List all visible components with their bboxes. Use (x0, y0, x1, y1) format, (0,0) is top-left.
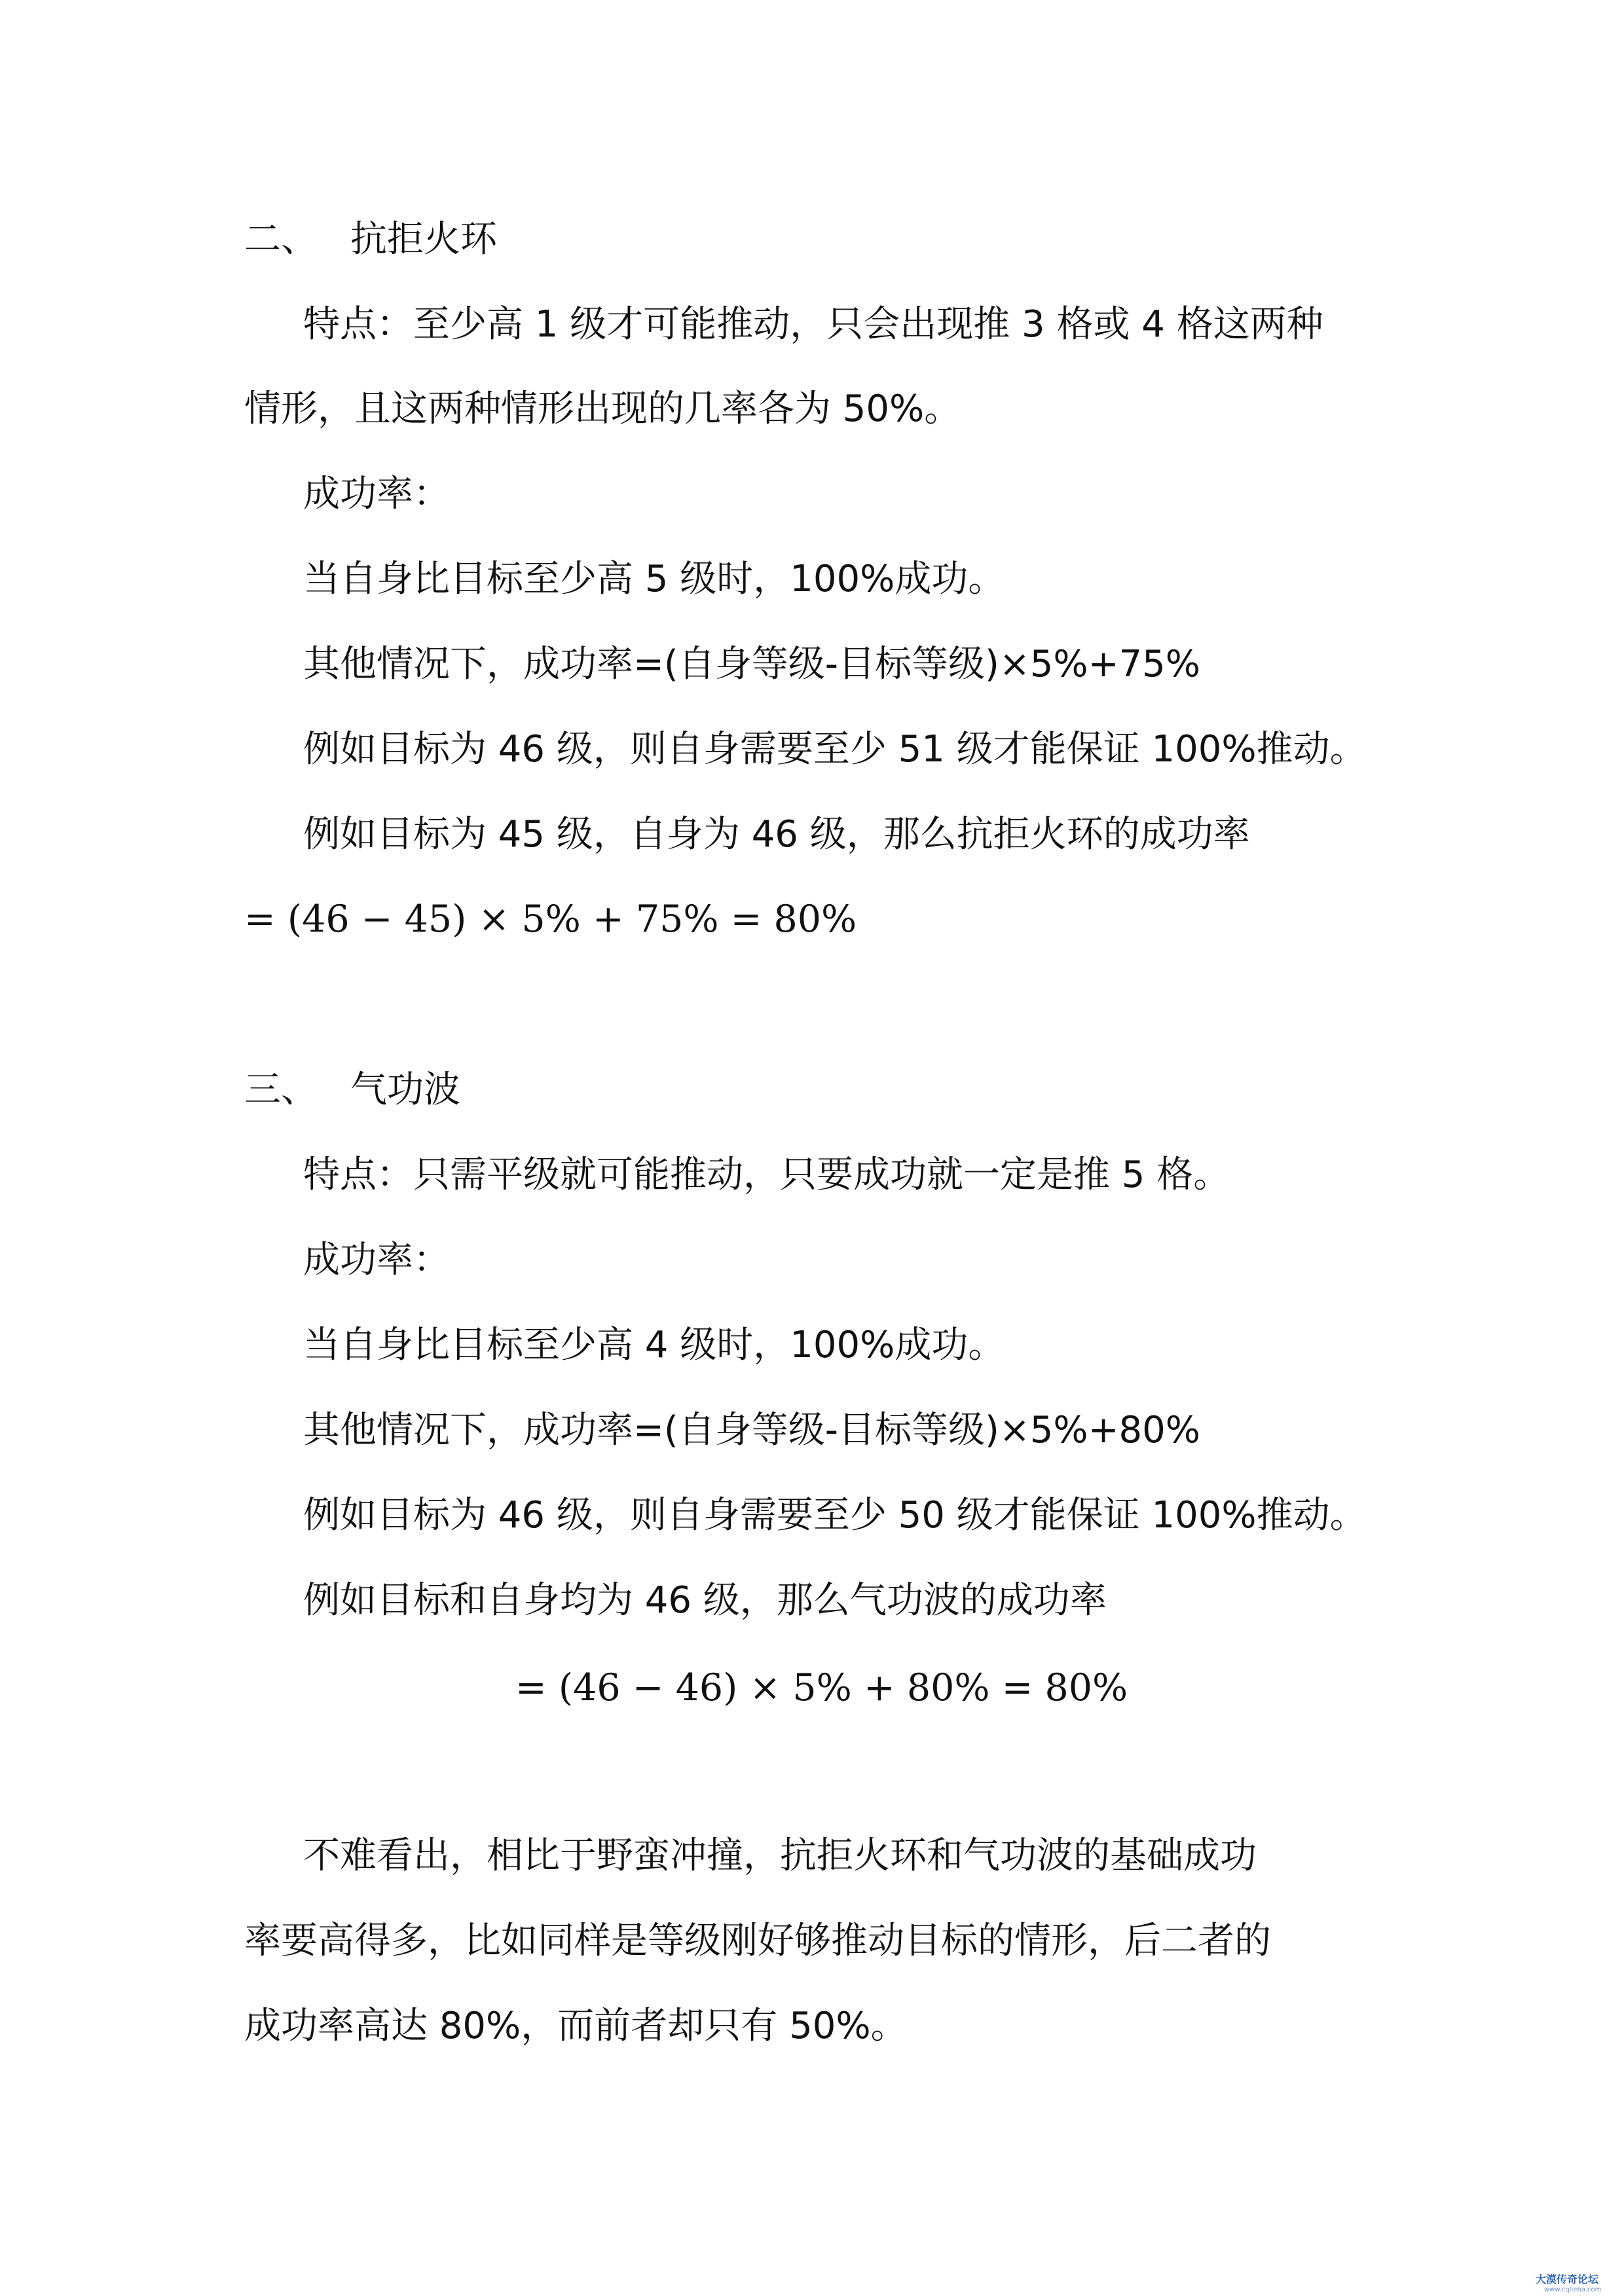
section2-example1: 例如目标为 46 级，则自身需要至少 51 级才能保证 100%推动。 (303, 728, 1367, 771)
section3-rule1: 当自身比目标至少高 4 级时，100%成功。 (303, 1324, 1005, 1366)
section3-heading-number: 三、 (244, 1068, 318, 1111)
section3-example1: 例如目标为 46 级，则自身需要至少 50 级才能保证 100%推动。 (303, 1494, 1367, 1537)
section3-formula: = (46 − 46) × 5% + 80% = 80% (515, 1666, 1128, 1709)
section2-rate-label: 成功率： (303, 473, 450, 515)
section2-rule2: 其他情况下，成功率=(自身等级-目标等级)×5%+75% (303, 643, 1200, 685)
section3-rule2: 其他情况下，成功率=(自身等级-目标等级)×5%+80% (303, 1409, 1200, 1451)
section2-formula: = (46 − 45) × 5% + 75% = 80% (244, 898, 857, 941)
section2-feature-line2: 情形，且这两种情形出现的几率各为 50%。 (244, 388, 961, 430)
section2-example2: 例如目标为 45 级，自身为 46 级，那么抗拒火环的成功率 (303, 813, 1250, 856)
conclusion-line1: 不难看出，相比于野蛮冲撞，抗拒火环和气功波的基础成功 (303, 1834, 1257, 1877)
section3-example2: 例如目标和自身均为 46 级，那么气功波的成功率 (303, 1579, 1107, 1622)
conclusion-line2: 率要高得多，比如同样是等级刚好够推动目标的情形，后二者的 (244, 1920, 1271, 1962)
section3-heading-title: 气功波 (350, 1068, 460, 1111)
section3-heading (244, 1064, 460, 1116)
conclusion-line3: 成功率高达 80%，而前者却只有 50%。 (244, 2005, 908, 2047)
watermark-url: www.cqlieba.com (1544, 2286, 1602, 2293)
section2-rule1: 当自身比目标至少高 5 级时，100%成功。 (303, 558, 1005, 600)
section2-heading (244, 213, 497, 266)
watermark-logo-text: 大漠传奇论坛 (1536, 2273, 1599, 2286)
section3-rate-label: 成功率： (303, 1239, 450, 1281)
section2-heading-title: 抗拒火环 (350, 218, 497, 261)
section2-feature-line1: 特点：至少高 1 级才可能推动，只会出现推 3 格或 4 格这两种 (303, 303, 1323, 346)
section2-heading-number: 二、 (244, 218, 318, 261)
section3-feature-line1: 特点：只需平级就可能推动，只要成功就一定是推 5 格。 (303, 1154, 1230, 1196)
